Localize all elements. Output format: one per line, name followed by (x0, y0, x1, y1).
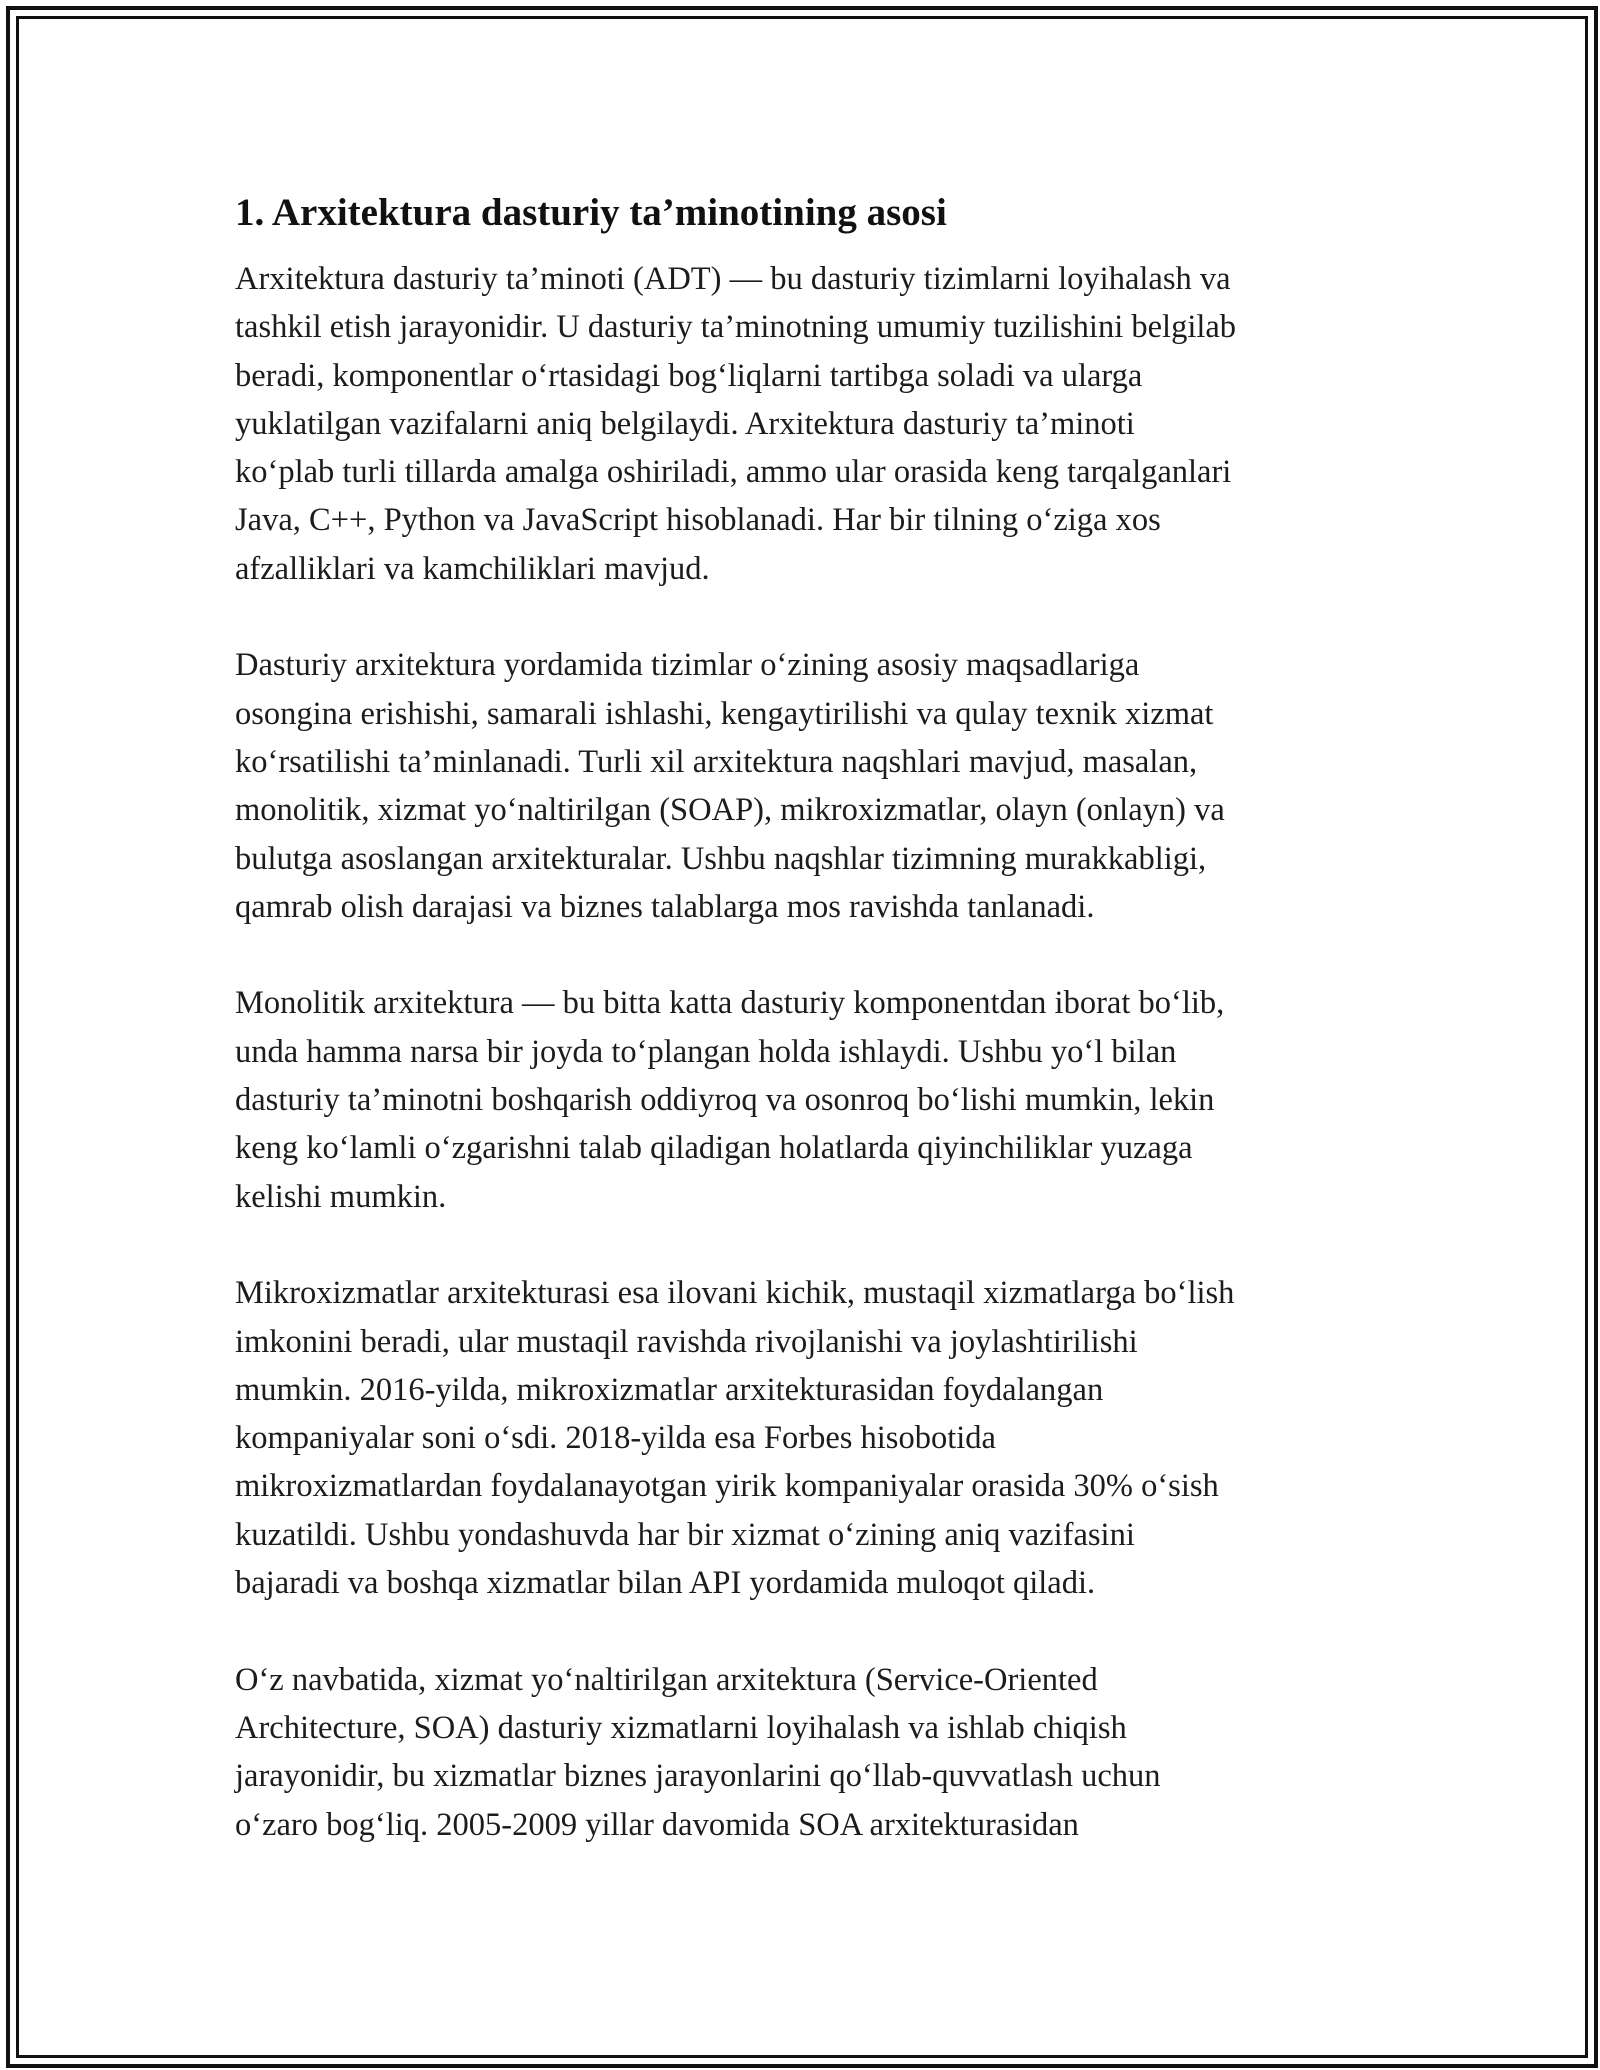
paragraph-line: unda hamma narsa bir joyda to‘plangan holda ishlaydi. Ushbu yo‘l bilan (235, 1033, 1177, 1070)
paragraph-line: Mikroxizmatlar arxitekturasi esa ilovani kichik, mustaqil xizmatlarga bo‘lish (235, 1275, 1235, 1312)
paragraph-line: ko‘plab turli tillarda amalga oshiriladi, ammo ular orasida keng tarqalganlari (235, 454, 1232, 491)
paragraph-line: dasturiy ta’minotni boshqarish oddiyroq va osonroq bo‘lishi mumkin, lekin (235, 1082, 1215, 1119)
paragraph-line: keng ko‘lamli o‘zgarishni talab qiladigan holatlarda qiyinchiliklar yuzaga (235, 1130, 1193, 1167)
paragraph (235, 641, 1375, 931)
paragraph-line: Architecture, SOA) dasturiy xizmatlarni loyihalash va ishlab chiqish (235, 1709, 1127, 1746)
paragraph-line: Java, C++, Python va JavaScript hisoblanadi. Har bir tilning o‘ziga xos (235, 502, 1161, 539)
paragraph-line: O‘z navbatida, xizmat yo‘naltirilgan arxitektura (Service-Oriented (235, 1661, 1098, 1698)
paragraph-line: bajaradi va boshqa xizmatlar bilan API yordamida muloqot qiladi. (235, 1565, 1096, 1602)
paragraph (235, 1656, 1375, 1849)
paragraph-line: mikroxizmatlardan foydalanayotgan yirik kompaniyalar orasida 30% o‘sish (235, 1468, 1219, 1505)
paragraph-line: Arxitektura dasturiy ta’minoti (ADT) — bu dasturiy tizimlarni loyihalash va (235, 261, 1231, 297)
paragraph-line: kompaniyalar soni o‘sdi. 2018-yilda esa Forbes hisobotida (235, 1420, 996, 1457)
paragraph-line: monolitik, xizmat yo‘naltirilgan (SOAP), mikroxizmatlar, olayn (onlayn) va (235, 792, 1225, 829)
paragraph-line: kelishi mumkin. (235, 1178, 447, 1215)
paragraph-line: osongina erishishi, samarali ishlashi, kengaytirilishi va qulay texnik xizmat (235, 695, 1214, 732)
paragraph-line: bulutga asoslangan arxitekturalar. Ushbu naqshlar tizimning murakkabligi, (235, 840, 1207, 877)
paragraph-line: ko‘rsatilishi ta’minlanadi. Turli xil arxitektura naqshlari mavjud, masalan, (235, 743, 1198, 780)
paragraph-line: afzalliklari va kamchiliklari mavjud. (235, 550, 710, 587)
paragraph-line: Monolitik arxitektura — bu bitta katta dasturiy komponentdan iborat bo‘lib, (235, 985, 1225, 1022)
paragraph-line: yuklatilgan vazifalarni aniq belgilaydi. Arxitektura dasturiy ta’minoti (235, 405, 1135, 442)
paragraph-line: qamrab olish darajasi va biznes talablarga mos ravishda tanlanadi. (235, 888, 1095, 925)
paragraphs-container (235, 255, 1375, 1849)
paragraph-line: mumkin. 2016-yilda, mikroxizmatlar arxitekturasidan foydalangan (235, 1371, 1104, 1408)
paragraph-line: jarayonidir, bu xizmatlar biznes jarayonlarini qo‘llab-quvvatlash uchun (235, 1758, 1161, 1795)
paragraph-line: Dasturiy arxitektura yordamida tizimlar o‘zining asosiy maqsadlariga (235, 647, 1140, 684)
document-body (235, 183, 1375, 1897)
paragraph-line: o‘zaro bog‘liq. 2005-2009 yillar davomida SOA arxitekturasidan (235, 1806, 1079, 1843)
paragraph-line: kuzatildi. Ushbu yondashuvda har bir xizmat o‘zining aniq vazifasini (235, 1516, 1135, 1553)
paragraph (235, 979, 1375, 1220)
paragraph (235, 1269, 1375, 1607)
paragraph (235, 255, 1375, 593)
paragraph-line: imkonini beradi, ular mustaqil ravishda rivojlanishi va joylashtirilishi (235, 1323, 1138, 1360)
paragraph-line: beradi, komponentlar o‘rtasidagi bog‘liqlarni tartibga soladi va ularga (235, 357, 1143, 394)
section-heading: 1. Arxitektura dasturiy ta’minotining asosi (235, 191, 947, 234)
paragraph-line: tashkil etish jarayonidir. U dasturiy ta’minotning umumiy tuzilishini belgilab (235, 309, 1237, 346)
